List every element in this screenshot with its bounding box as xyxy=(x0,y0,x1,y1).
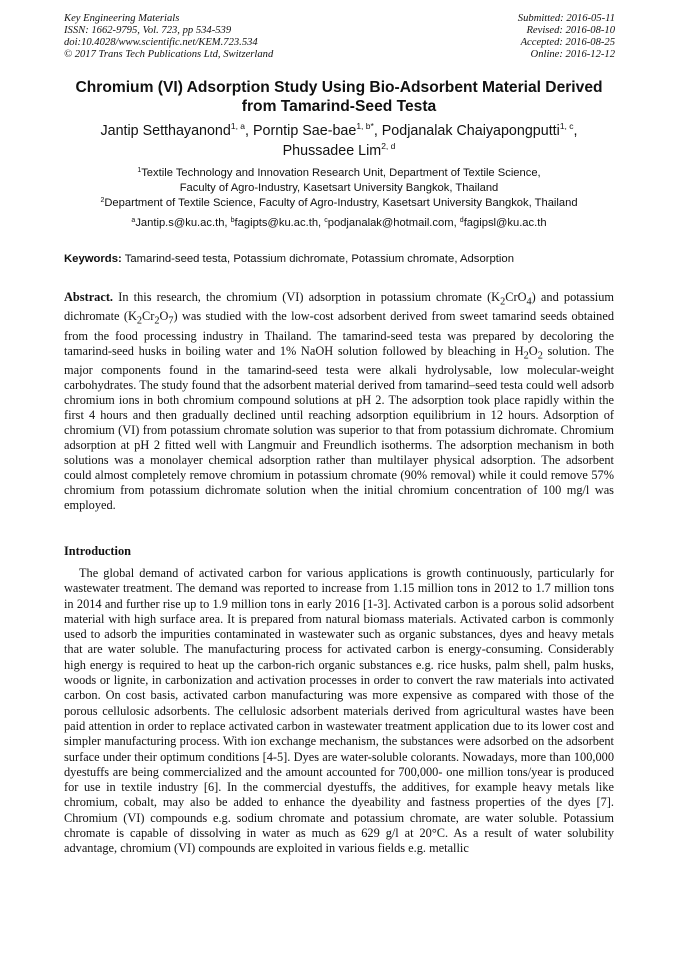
journal-copyright: © 2017 Trans Tech Publications Ltd, Switzerland xyxy=(64,49,274,60)
journal-name: Key Engineering Materials xyxy=(64,13,180,24)
abstract-label: Abstract. xyxy=(64,290,114,304)
author-emails: $^a$Jantip.s@ku.ac.th, $^b$fagipts@ku.ac.th, $^c$podjanalak@hotmail.com, $^d$fagipsl@ku.ac.th xyxy=(131,217,547,229)
affiliation-mark: 2 xyxy=(100,197,105,204)
author-name: Jantip Setthayanond xyxy=(100,123,231,139)
author-affil-mark: 1, a xyxy=(230,121,246,131)
journal-issn: ISSN: 1662-9795, Vol. 723, pp 534-539 xyxy=(64,25,232,36)
journal-doi[interactable]: doi:10.4028/www.scientific.net/KEM.723.534 xyxy=(64,37,258,48)
author-name: Phussadee Lim xyxy=(282,143,382,159)
affiliations xyxy=(50,166,628,211)
author-list xyxy=(50,121,628,161)
author-name: Podjanalak Chaiyapongputti xyxy=(381,123,560,139)
introduction-body: The global demand of activated carbon for various applications is growth continuously, particularly for wastewater treatment. The demand was reported to increase from 1.15 million tons in 2012 to 1.7 million tons in 2014 and further rise up to 1.9 million tons in early 2016 [1-3]. Activated carbon is a porous solid adsorbent material with high surface area. It is prepared from natural biomass materials. Activated carbon is commonly used to adsorb the impurities contaminated in wastewater such as organic substances, dyes and heavy metals that are water soluble. The manufacturing process for activated carbon is energy-consuming. Considerably high energy is required to heat up the carbon-rich organic substances e.g. rice husks, palm shell, palm husks, woods or lignite, in carbonization and activation processes in order to convert the raw materials into activated carbon. On cost basis, activated carbon manufacturing was more expensive as compared with those of the porous cellulosic adsorbents. The cellulosic adsorbent materials derived from agricultural wastes have been paid attention in order to replace activated carbon in wastewater treatment application due to its lower cost and simpler manufacturing process. With ion exchange mechanism, the substances were adsorbed on the adsorbent surface under their optimum conditions [4-5]. Dyes are water-soluble colorants. Nowadays, more than 100,000 dyestuffs are being commercialized and the amount accounted for 700,000- one million tons/year is produced for use in textile industry [6]. In the commercial dyestuffs, the additives, for example heavy metals like chromium, cobalt, may also be added to enhance the dyeability and fastness properties of the dyes [7]. Chromium (VI) compounds e.g. sodium chromate and potassium chromate, are water soluble. Potassium chromate is capable of dissolving in water as much as 629 g/l at 20°C. As a result of water solubility advantage, chromium (VI) compounds are exploited in various fields e.g. metallic xyxy=(64,566,614,856)
email-link[interactable]: fagipsl@ku.ac.th xyxy=(463,217,547,229)
author-separator: , xyxy=(373,123,382,139)
title-line-1: Chromium (VI) Adsorption Study Using Bio-Adsorbent Material Derived xyxy=(75,79,603,96)
email-mark: d xyxy=(459,217,464,224)
author-affil-mark: 1, b* xyxy=(356,121,374,131)
date-online: Online: 2016-12-12 xyxy=(530,49,615,60)
author-separator: , xyxy=(573,123,578,139)
affiliation-1-line-1: $^1$Textile Technology and Innovation Research Unit, Department of Textile Science, xyxy=(137,167,541,179)
author-affil-mark: 2, d xyxy=(381,141,396,151)
date-revised: Revised: 2016-08-10 xyxy=(526,25,615,36)
introduction-heading: Introduction xyxy=(64,544,131,558)
author-affil-mark: 1, c xyxy=(559,121,574,131)
submission-dates xyxy=(518,13,615,61)
email-link[interactable]: Jantip.s@ku.ac.th xyxy=(135,217,225,229)
affiliation-1-line-2: Faculty of Agro-Industry, Kasetsart University Bangkok, Thailand xyxy=(179,182,499,194)
email-link[interactable]: fagipts@ku.ac.th xyxy=(234,217,319,229)
keywords-text: Tamarind-seed testa, Potassium dichromate, Potassium chromate, Adsorption xyxy=(121,253,514,265)
email-link[interactable]: podjanalak@hotmail.com xyxy=(327,217,454,229)
email-mark: a xyxy=(131,217,136,224)
email-mark: b xyxy=(230,217,235,224)
title-line-2: from Tamarind-Seed Testa xyxy=(241,98,437,115)
date-accepted: Accepted: 2016-08-25 xyxy=(520,37,615,48)
date-submitted: Submitted: 2016-05-11 xyxy=(517,13,615,24)
paper-title xyxy=(50,78,628,116)
author-separator: , xyxy=(245,123,253,139)
author-line-1 xyxy=(50,121,628,141)
affiliation-mark: 1 xyxy=(137,167,142,174)
affiliation-2: $^2$Department of Textile Science, Faculty of Agro-Industry, Kasetsart University Bangkok, Thailand xyxy=(100,197,578,209)
journal-info xyxy=(64,13,273,61)
author-line-2 xyxy=(50,141,628,161)
keywords-label: Keywords: xyxy=(64,253,122,265)
author-name: Porntip Sae-bae xyxy=(252,123,357,139)
abstract: Abstract. In this research, the chromium (VI) adsorption in potassium chromate $(K_2CrO_4)$ and potassium dichromate $(K_2Cr_2O_7)$ was studied with the low-cost adsorbent derived from sweet tamarind seeds obtained from the food processing industry in Thailand. The tamarind-seed testa was prepared by decoloring the tamarind-seed husks in boiling water and 1% NaOH solution followed by bleaching in $H_2O_2$ solution. The major components found in the tamarind-seed testa were alkali hydrolysable, low molecular-weight carbohydrates. The study found that the adsorbent material derived from tamarind–seed testa could well adsorb chromium ions in both chromium compound solutions at pH 2. The adsorption took place rapidly within the first 4 hours and then gradually declined until reaching adsorption equilibrium in 12 hours. Adsorption of chromium (VI) from potassium chromate solution was superior to that from potassium dichromate. Chromium adsorption at pH 2 fitted well with Langmuir and Freundlich isotherms. The adsorption mechanism in both solutions was a monolayer chemical adsorption rather than multilayer physical adsorption. The adsorbent could almost completely remove chromium in potassium chromate (90% removal) while it could remove 57% chromium from potassium dichromate solution when the initial chromium concentration of 100 mg/l was employed. xyxy=(64,290,614,513)
email-mark: c xyxy=(324,217,328,224)
keywords xyxy=(64,252,616,266)
